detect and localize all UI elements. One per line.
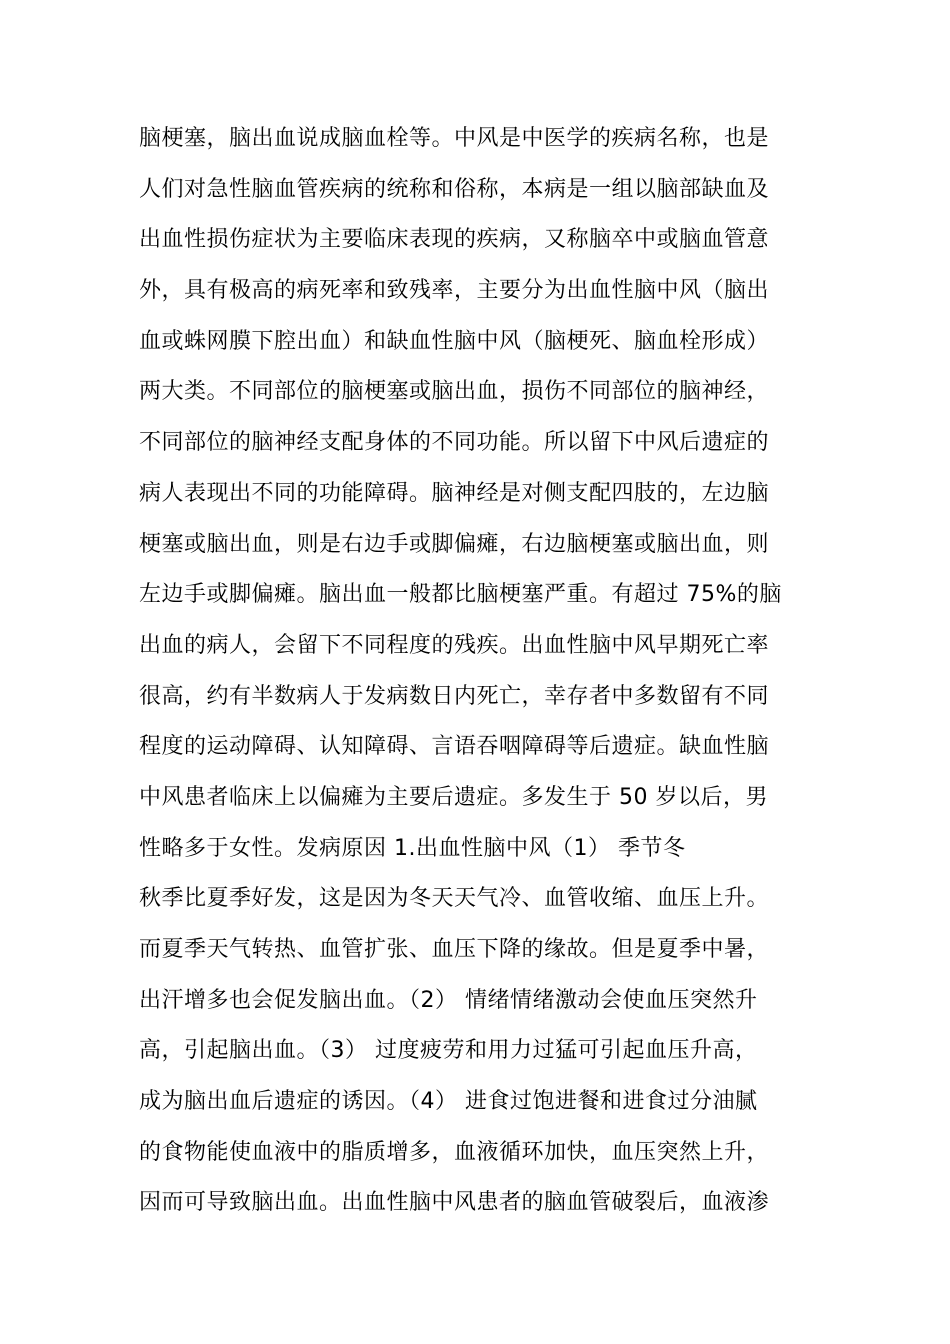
text-line: 出汗增多也会促发脑出血。（2） 情绪情绪激动会使血压突然升 <box>139 987 758 1013</box>
text-line: 秋季比夏季好发，这是因为冬天天气冷、血管收缩、血压上升。 <box>139 886 770 912</box>
text-line: 血或蛛网膜下腔出血）和缺血性脑中风（脑梗死、脑血栓形成） <box>139 328 770 354</box>
text-line: 的食物能使血液中的脂质增多，血液循环加快，血压突然上升， <box>139 1139 770 1165</box>
text-line: 不同部位的脑神经支配身体的不同功能。所以留下中风后遗症的 <box>139 430 770 456</box>
text-line: 病人表现出不同的功能障碍。脑神经是对侧支配四肢的，左边脑 <box>139 480 770 506</box>
text-line: 性略多于女性。发病原因 1.出血性脑中风（1） 季节冬 <box>139 835 686 861</box>
text-line: 因而可导致脑出血。出血性脑中风患者的脑血管破裂后，血液渗 <box>139 1190 770 1216</box>
text-line: 高，引起脑出血。（3） 过度疲劳和用力过猛可引起血压升高， <box>139 1038 758 1064</box>
text-line: 中风患者临床上以偏瘫为主要后遗症。多发生于 50 岁以后，男 <box>139 784 768 810</box>
text-line: 外，具有极高的病死率和致残率，主要分为出血性脑中风（脑出 <box>139 278 770 304</box>
text-line: 人们对急性脑血管疾病的统称和俗称，本病是一组以脑部缺血及 <box>139 176 770 202</box>
text-line: 出血的病人，会留下不同程度的残疾。出血性脑中风早期死亡率 <box>139 632 770 658</box>
body-text <box>139 114 819 1229</box>
text-line: 成为脑出血后遗症的诱因。（4） 进食过饱进餐和进食过分油腻 <box>139 1089 758 1115</box>
text-line: 出血性损伤症状为主要临床表现的疾病，又称脑卒中或脑血管意 <box>139 227 770 253</box>
text-line: 脑梗塞，脑出血说成脑血栓等。中风是中医学的疾病名称，也是 <box>139 126 770 151</box>
text-line: 梗塞或脑出血，则是右边手或脚偏瘫，右边脑梗塞或脑出血，则 <box>139 531 770 557</box>
text-line: 两大类。不同部位的脑梗塞或脑出血，损伤不同部位的脑神经， <box>139 379 770 405</box>
text-line: 左边手或脚偏瘫。脑出血一般都比脑梗塞严重。有超过 75%的脑 <box>139 582 782 608</box>
text-line: 而夏季天气转热、血管扩张、血压下降的缘故。但是夏季中暑， <box>139 937 770 962</box>
text-line: 很高，约有半数病人于发病数日内死亡，幸存者中多数留有不同 <box>139 683 770 709</box>
text-line: 程度的运动障碍、认知障碍、言语吞咽障碍等后遗症。缺血性脑 <box>139 734 770 760</box>
